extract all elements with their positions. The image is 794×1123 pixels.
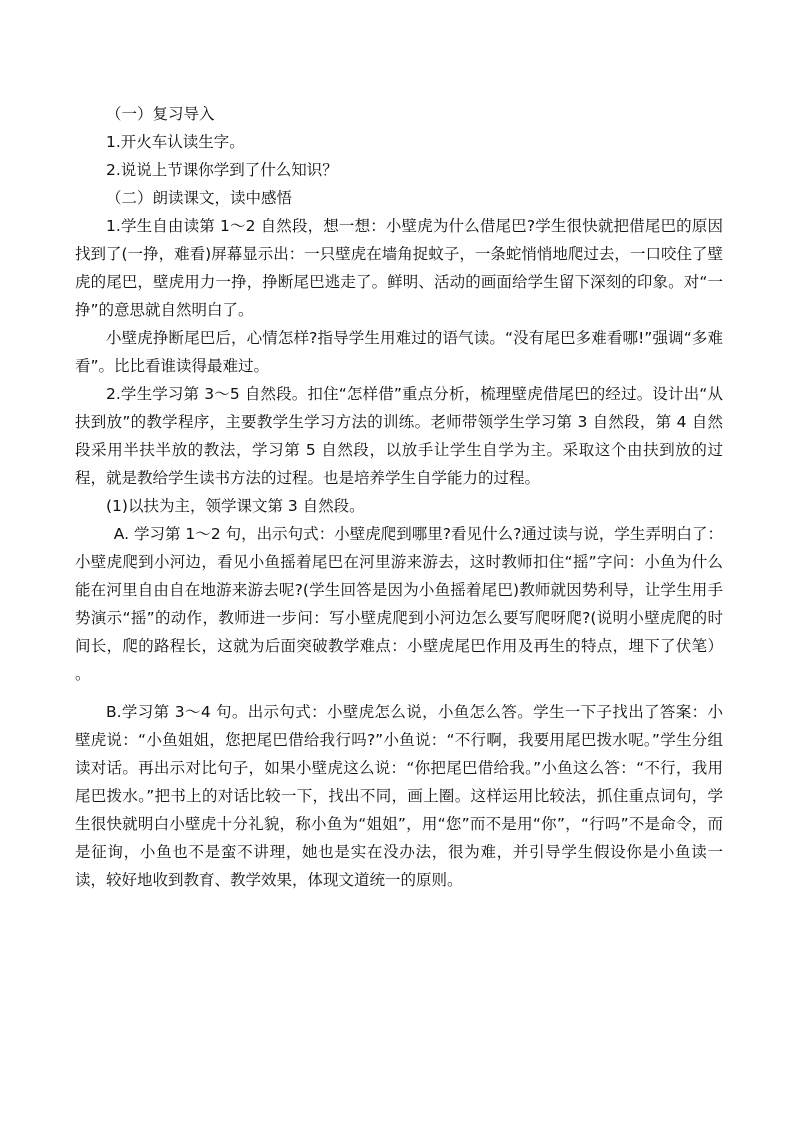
- paragraph-free-reading: 1.学生自由读第 1～2 自然段，想一想：小壁虎为什么借尾巴?学生很快就把借尾巴的原因找到了(一挣，难看)屏幕显示出：一只壁虎在墙角捉蚊子，一条蛇悄悄地爬过去，一口咬住了壁虎的尾巴，壁虎用力一挣，挣断尾巴逃走了。鲜明、活动的画面给学生留下深刻的印象。对“一挣”的意思就自然明白了。: [75, 217, 723, 319]
- paragraph-part-a: A. 学习第 1～2 句，出示句式：小壁虎爬到哪里?看见什么?通过读与说，学生弄明白了：小壁虎爬到小河边，看见小鱼摇着尾巴在河里游来游去，这时教师扣住“摇”字问：小鱼为什么能在河里自由自在地游来游去呢?(学生回答是因为小鱼摇着尾巴)教师就因势利导，让学生用手势演示“摇”的动作，教师进一步问：写小壁虎爬到小河边怎么要写爬呀爬?(说明小壁虎爬的时间长，爬的路程长，这就为后面突破教学难点：小壁虎尾巴作用及再生的特点，埋下了伏笔） 。: [75, 525, 723, 683]
- section-heading-review: （一）复习导入: [106, 105, 215, 123]
- paragraph-guided-study: (1)以扶为主，领学课文第 3 自然段。: [106, 497, 365, 515]
- paragraph-part-b: B.学习第 3～4 句。出示句式：小壁虎怎么说，小鱼怎么答。学生一下子找出了答案：小壁虎说：“小鱼姐姐，您把尾巴借给我行吗?”小鱼说：“不行啊，我要用尾巴拨水呢。”学生分组读对话。再出示对比句子，如果小壁虎这么说：“你把尾巴借给我。”小鱼这么答：“不行，我用尾巴拨水。”把书上的对话比较一下，找出不同，画上圈。这样运用比较法，抓住重点词句，学生很快就明白小壁虎十分礼貌，称小鱼为“姐姐”，用“您”而不是用“你”，“行吗”不是命令，而是征询，小鱼也不是蛮不讲理，她也是实在没办法，很为难，并引导学生假设你是小鱼读一读，较好地收到教育、教学效果，体现文道统一的原则。: [75, 703, 723, 889]
- list-item-read-characters: 1.开火车认读生字。: [106, 133, 245, 151]
- paragraph-mood: 小壁虎挣断尾巴后，心情怎样?指导学生用难过的语气读。“没有尾巴多难看哪!”强调“多难看”。比比看谁读得最难过。: [75, 329, 723, 375]
- section-heading-reading: （二）朗读课文，读中感悟: [106, 189, 293, 207]
- document-body: [75, 100, 723, 894]
- list-item-recall-knowledge: 2.说说上节课你学到了什么知识？: [106, 161, 338, 179]
- paragraph-study-3-5: 2.学生学习第 3～5 自然段。扣住“怎样借”重点分析，梳理壁虎借尾巴的经过。设计出“从扶到放”的教学程序，主要教学生学习方法的训练。老师带领学生学习第 3 自然段，第 4 自然段采用半扶半放的教法，学习第 5 自然段，以放手让学生自学为主。采取这个由扶到放的过程，就是教给学生读书方法的过程。也是培养学生自学能力的过程。: [75, 385, 723, 487]
